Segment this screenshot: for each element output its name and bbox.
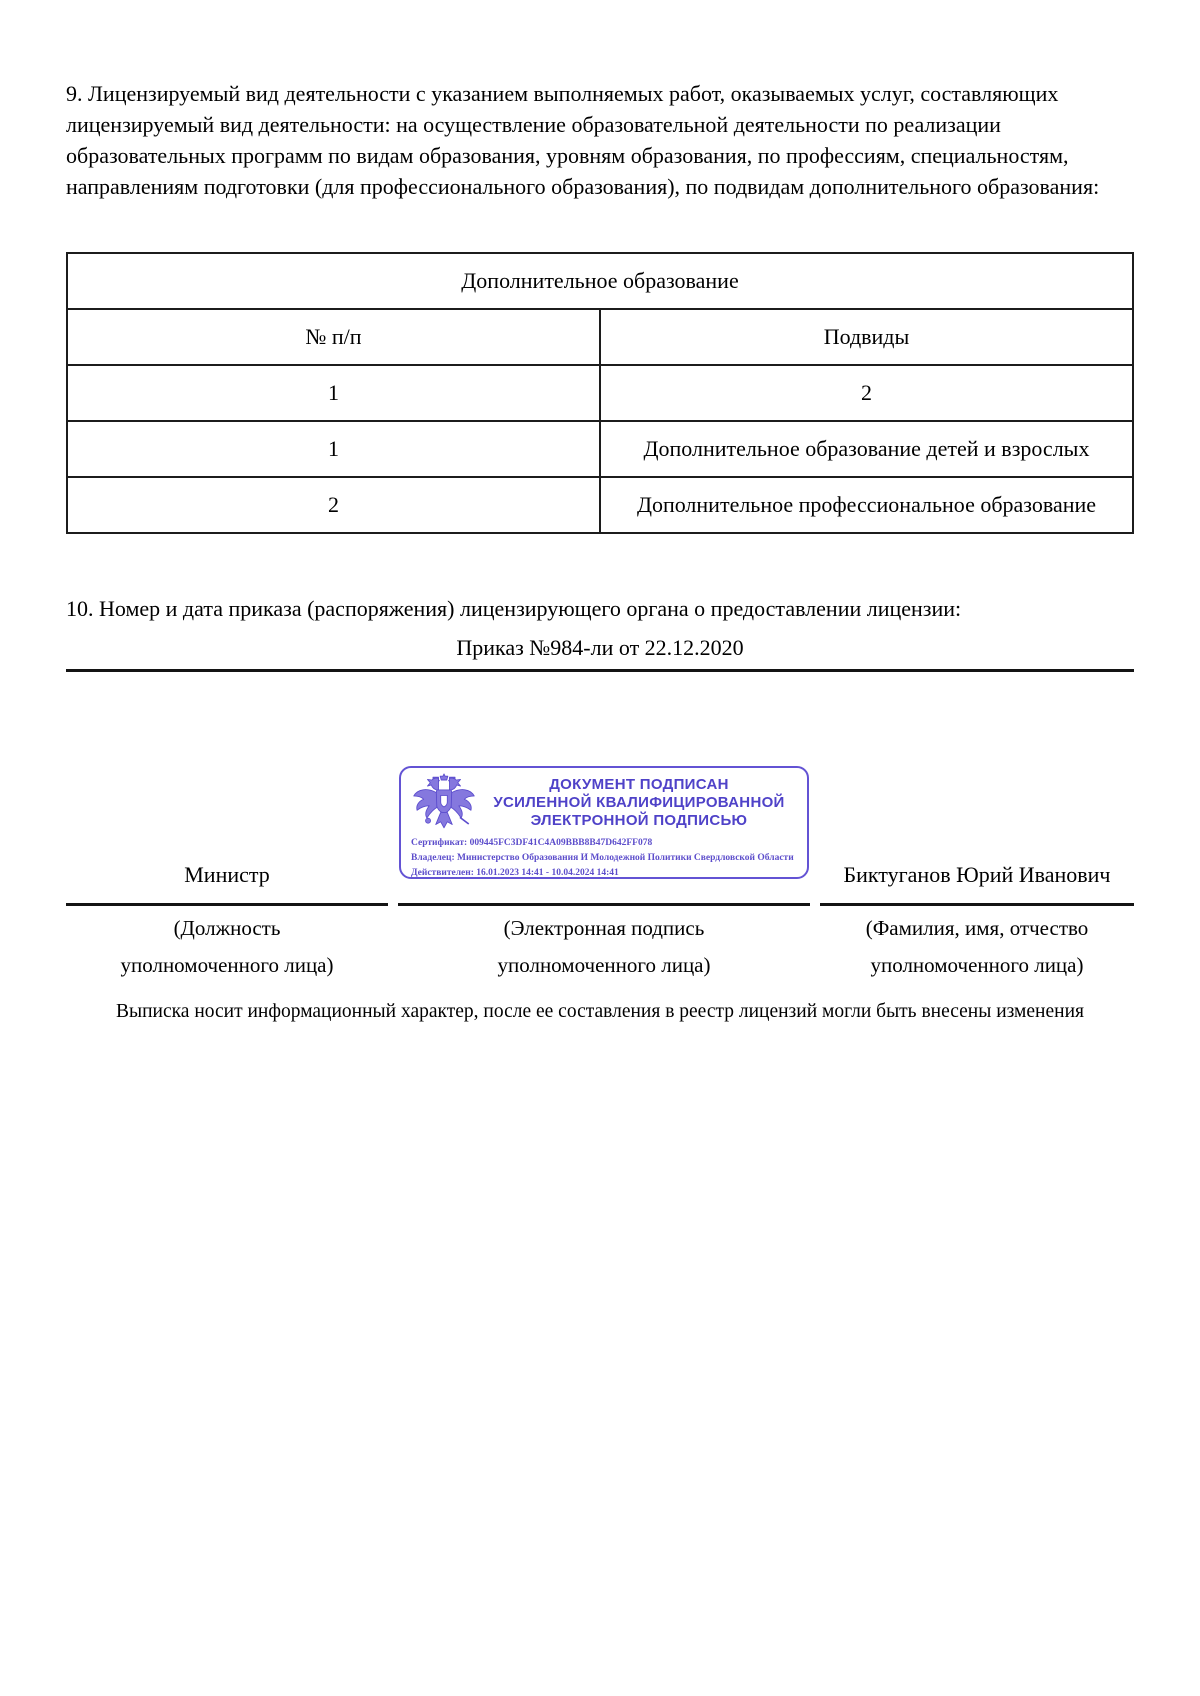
subtypes-table xyxy=(66,252,1134,534)
separator-rule xyxy=(66,669,1134,672)
signature-column-esign xyxy=(398,766,810,984)
table-index-row xyxy=(67,365,1133,421)
certificate-line: Сертификат: 009445FC3DF41C4A09BBB8B47D642FF078 xyxy=(411,838,653,848)
signature-block xyxy=(66,766,1134,984)
russian-coat-of-arms-icon xyxy=(411,773,477,831)
name-caption-line2: уполномоченного лица) xyxy=(870,953,1084,977)
table-row xyxy=(67,477,1133,533)
name-caption-line1: (Фамилия, имя, отчество xyxy=(865,916,1089,940)
esign-caption-line1: (Электронная подпись xyxy=(503,916,705,940)
footer-note: Выписка носит информационный характер, после ее составления в реестр лицензий могли быть внесены изменения xyxy=(115,1001,1084,1022)
table-row xyxy=(67,421,1133,477)
stamp-heading xyxy=(483,776,795,830)
signature-column-position xyxy=(66,862,388,984)
minister-position-text: Министр xyxy=(184,862,270,887)
position-caption-line2: уполномоченного лица) xyxy=(120,953,334,977)
section-10-text: 10. Номер и дата приказа (распоряжения) лицензирующего органа о предоставлении лицензии: xyxy=(66,596,962,621)
position-caption-line1: (Должность xyxy=(173,916,281,940)
column-header-subtypes: Подвиды xyxy=(600,309,1133,365)
order-number-text: Приказ №984-ли от 22.12.2020 xyxy=(456,635,744,660)
signature-column-name xyxy=(820,862,1134,984)
position-caption xyxy=(121,906,334,984)
table-title: Дополнительное образование xyxy=(67,253,1133,309)
stamp-top-section xyxy=(411,775,795,831)
table-header-row xyxy=(67,309,1133,365)
column-index-subtypes: 2 xyxy=(600,365,1133,421)
section-9-text: 9. Лицензируемый вид деятельности с указанием выполняемых работ, оказываемых услуг, составляющих лицензируемый вид деятельности: на осуществление образовательной деятельности по реализации образовательных программ по видам образования, уровням образования, по профессиям, специальностям, направлениям подготовки (для профессионального образования), по подвидам дополнительного образования: xyxy=(66,81,1100,199)
esign-caption xyxy=(498,906,711,984)
stamp-meta-section xyxy=(411,836,795,881)
electronic-signature-stamp xyxy=(399,766,809,879)
column-index-num: 1 xyxy=(67,365,600,421)
name-caption xyxy=(866,906,1089,984)
esign-caption-line2: уполномоченного лица) xyxy=(497,953,711,977)
row-subtype-cell: Дополнительное профессиональное образование xyxy=(600,477,1133,533)
stamp-heading-line2: УСИЛЕННОЙ КВАЛИФИЦИРОВАННОЙ xyxy=(493,794,785,811)
table-title-row xyxy=(67,253,1133,309)
stamp-heading-line1: ДОКУМЕНТ ПОДПИСАН xyxy=(549,776,729,793)
signatory-name-text: Биктуганов Юрий Иванович xyxy=(843,862,1111,887)
column-header-num: № п/п xyxy=(67,309,600,365)
row-num-cell: 2 xyxy=(67,477,600,533)
validity-line: Действителен: 16.01.2023 14:41 - 10.04.2024 14:41 xyxy=(411,868,619,878)
owner-line: Владелец: Министерство Образования И Молодежной Политики Свердловской Области xyxy=(411,853,794,863)
row-subtype-cell: Дополнительное образование детей и взрослых xyxy=(600,421,1133,477)
row-num-cell: 1 xyxy=(67,421,600,477)
stamp-heading-line3: ЭЛЕКТРОННОЙ ПОДПИСЬЮ xyxy=(530,812,748,829)
